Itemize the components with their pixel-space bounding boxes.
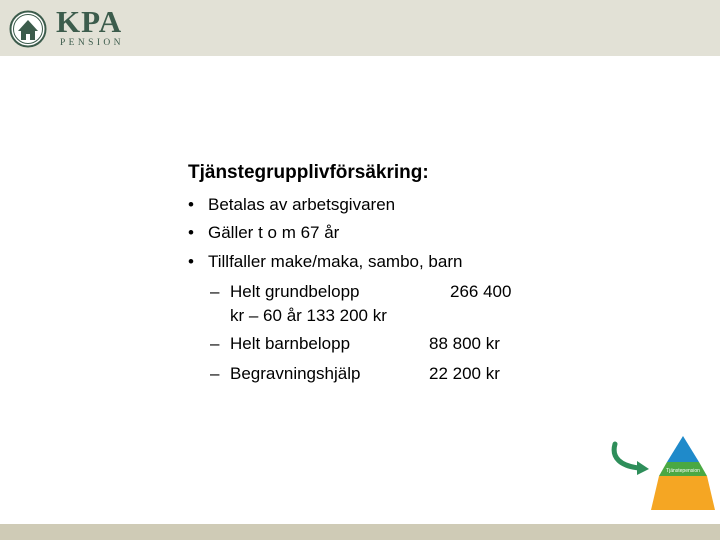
bullet-text: Betalas av arbetsgivaren xyxy=(208,195,396,214)
bullet-marker: • xyxy=(188,195,194,214)
kpa-logo-icon xyxy=(9,10,47,48)
footer-bar xyxy=(0,524,720,540)
bullet-text: Tillfaller make/maka, sambo, barn xyxy=(208,252,463,271)
pyramid-top-tier xyxy=(667,436,699,462)
pyramid-label: Tjänstepension xyxy=(666,468,700,474)
dash-marker: – xyxy=(210,334,220,353)
sub-item-amount: 266 400 xyxy=(450,282,512,301)
sub-item-amount: 22 200 kr xyxy=(429,364,500,383)
bullet-text: Gäller t o m 67 år xyxy=(208,223,340,242)
sub-item-label: Helt barnbelopp xyxy=(230,334,351,353)
bullet-marker: • xyxy=(188,223,194,242)
dash-marker: – xyxy=(210,364,220,383)
brand-name: KPA xyxy=(56,4,123,39)
sub-item-label: Begravningshjälp xyxy=(230,364,361,383)
pyramid-bottom-tier xyxy=(651,476,715,510)
dash-marker: – xyxy=(210,282,220,301)
sub-item-amount: 88 800 kr xyxy=(429,334,500,353)
slide-title: Tjänstegrupplivförsäkring: xyxy=(188,162,429,183)
brand-subtitle: PENSION xyxy=(60,38,124,48)
pension-pyramid-icon xyxy=(605,432,715,512)
bullet-marker: • xyxy=(188,252,194,271)
sub-item-label: Helt grundbelopp xyxy=(230,282,360,301)
arrow-icon xyxy=(614,444,639,468)
sub-item-continuation-text: kr – 60 år 133 200 kr xyxy=(230,306,387,325)
header-bar xyxy=(0,0,720,56)
